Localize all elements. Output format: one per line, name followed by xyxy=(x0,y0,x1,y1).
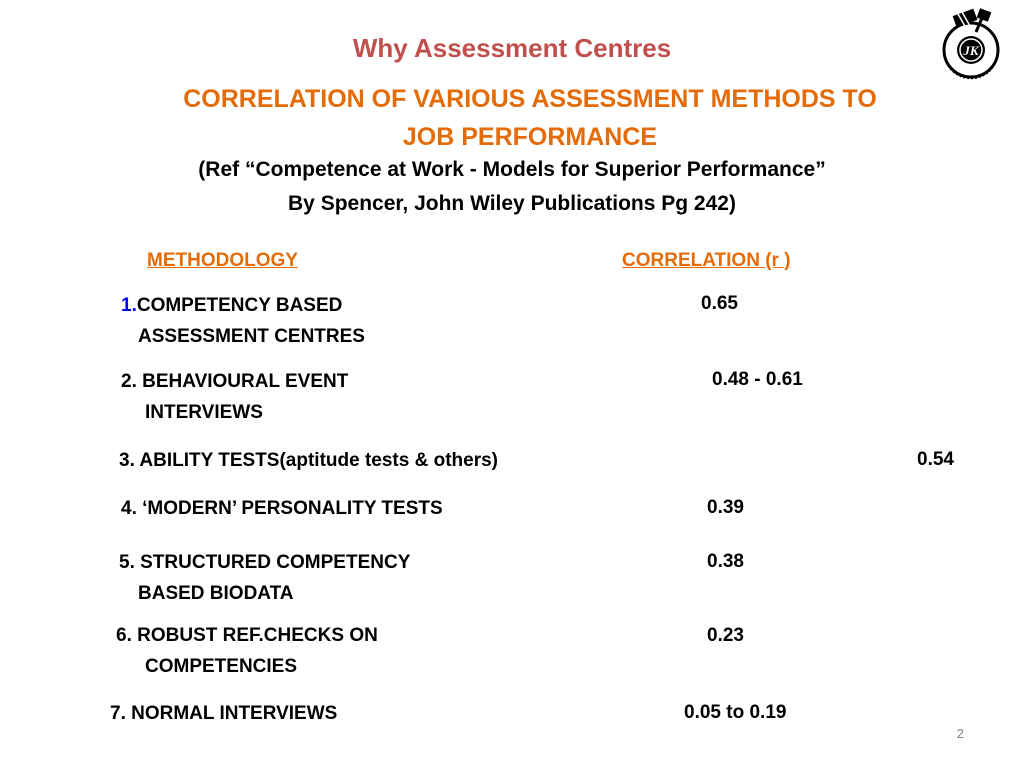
heading-line-2: JOB PERFORMANCE xyxy=(402,123,658,151)
row-method-line-2: COMPETENCIES xyxy=(145,656,298,677)
reference-citation xyxy=(0,153,1024,221)
row-number: 5. xyxy=(119,552,135,573)
table-row xyxy=(116,620,378,682)
row-method-line-2: INTERVIEWS xyxy=(145,402,263,423)
table-row xyxy=(119,445,498,476)
row-correlation-value: 0.23 xyxy=(707,625,744,646)
row-method-line-2: ASSESSMENT CENTRES xyxy=(138,326,365,347)
table-row xyxy=(121,366,348,428)
row-number: 7. xyxy=(110,703,126,724)
heading-line-1: CORRELATION OF VARIOUS ASSESSMENT METHODS TO xyxy=(183,85,877,113)
reference-line-2: By Spencer, John Wiley Publications Pg 242) xyxy=(288,192,736,215)
row-correlation-value: 0.48 - 0.61 xyxy=(712,369,803,390)
slide-title: Why Assessment Centres xyxy=(352,33,672,63)
row-method-line-1: STRUCTURED COMPETENCY xyxy=(134,552,411,573)
row-method-line-1: NORMAL INTERVIEWS xyxy=(125,703,338,724)
row-number: 1. xyxy=(121,295,137,316)
page-number: 2 xyxy=(956,726,964,741)
row-correlation-value: 0.39 xyxy=(707,497,744,518)
reference-line-1: (Ref “Competence at Work - Models for Superior Performance” xyxy=(198,158,826,181)
table-row xyxy=(110,698,337,729)
row-number: 6. xyxy=(116,625,132,646)
row-correlation-value: 0.05 to 0.19 xyxy=(684,702,787,723)
table-row xyxy=(121,493,443,524)
slide-heading xyxy=(0,80,1024,156)
row-number: 3. xyxy=(119,450,135,471)
row-method-line-2: BASED BIODATA xyxy=(138,583,294,604)
row-method-line-1: BEHAVIOURAL EVENT xyxy=(136,371,349,392)
column-header-correlation: CORRELATION (r ) xyxy=(622,250,791,271)
row-method-line-1: ABILITY TESTS(aptitude tests & others) xyxy=(134,450,499,471)
row-correlation-value: 0.65 xyxy=(701,293,738,314)
row-number: 4. xyxy=(121,498,137,519)
svg-text:JK: JK xyxy=(963,43,979,58)
row-method-line-1: ROBUST REF.CHECKS ON xyxy=(131,625,378,646)
column-header-methodology: METHODOLOGY xyxy=(147,250,298,271)
row-number: 2. xyxy=(121,371,137,392)
row-method-line-1: COMPETENCY BASED xyxy=(136,295,343,316)
row-correlation-value: 0.54 xyxy=(917,449,954,470)
row-method-line-1: ‘MODERN’ PERSONALITY TESTS xyxy=(136,498,443,519)
table-row xyxy=(119,547,410,609)
row-correlation-value: 0.38 xyxy=(707,551,744,572)
table-row xyxy=(121,290,365,352)
